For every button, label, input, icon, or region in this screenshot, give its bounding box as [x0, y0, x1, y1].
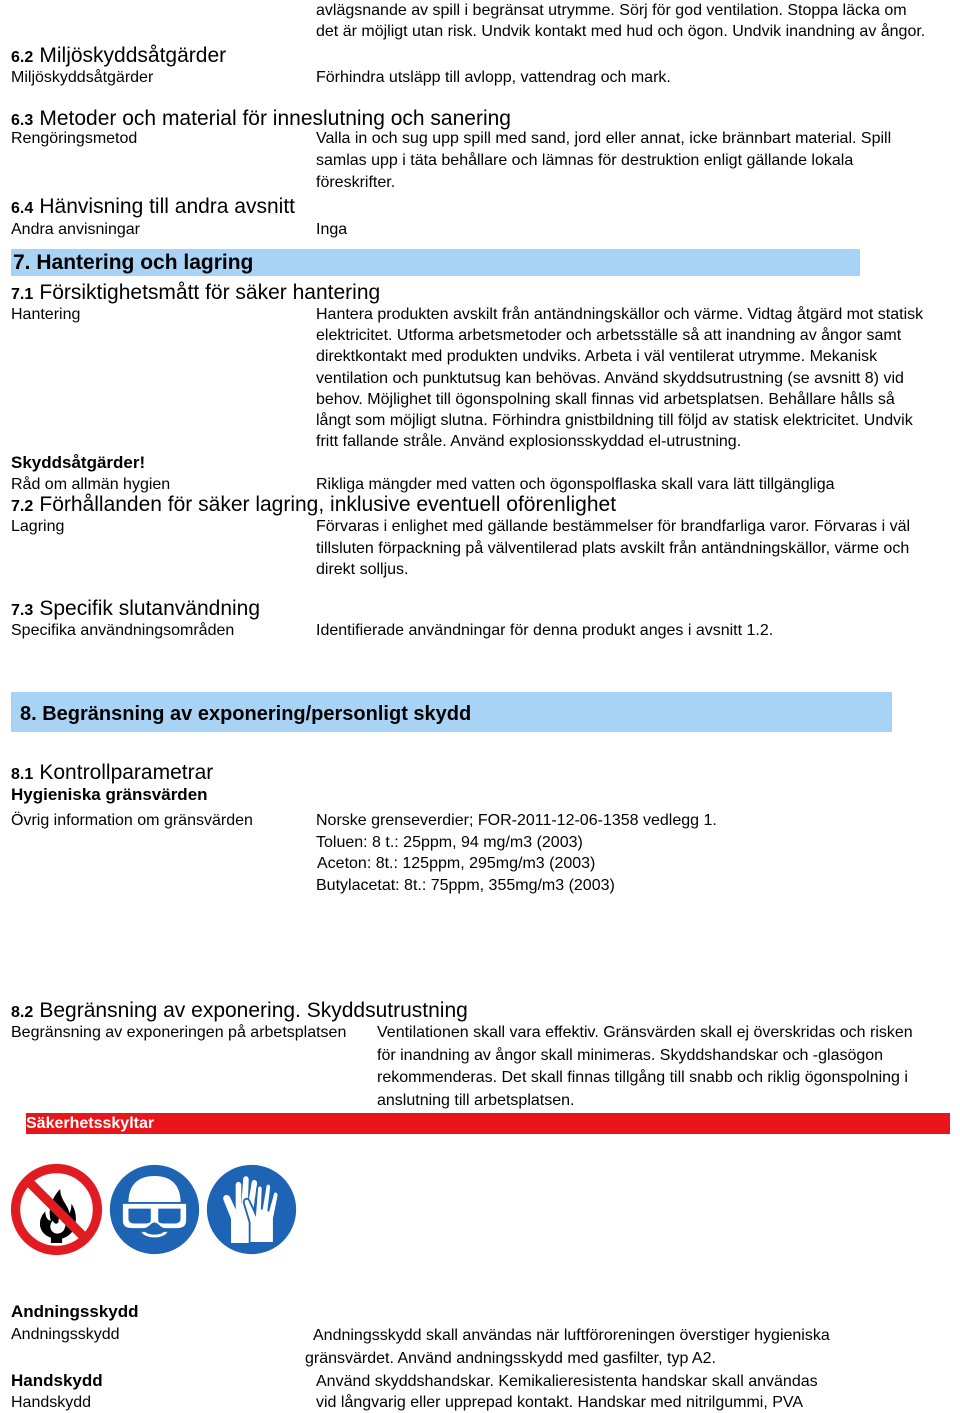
section-number: 8.1	[11, 766, 34, 783]
section-title: Kontrollparametrar	[39, 761, 214, 784]
section-number: 7.1	[11, 286, 34, 303]
section-7-bar	[11, 249, 860, 276]
other-refs-label: Andra anvisningar	[11, 221, 140, 238]
end-use-label: Specifika användningsområden	[11, 622, 235, 639]
respiratory-heading: Andningsskydd	[11, 1302, 139, 1321]
hand-protection-heading: Handskydd	[11, 1371, 103, 1390]
other-refs-value: Inga	[316, 221, 348, 238]
storage-text	[316, 516, 910, 581]
cleaning-label: Rengöringsmetod	[11, 130, 138, 147]
section-6-1-continuation-line-1: avlägsnande av spill i begränsat utrymme. Sörj för god ventilation. Stoppa läcka om	[316, 2, 907, 19]
safety-goggles-sign-icon	[108, 1163, 201, 1256]
storage-line: tillsluten förpackning på välventilerad plats avskilt från antändningskällor, värme och	[316, 539, 910, 557]
safety-signs-bar	[26, 1113, 950, 1134]
hygiene-value: Rikliga mängder med vatten och ögonspolflaska skall vara lätt tillgängliga	[316, 476, 835, 493]
environment-value: Förhindra utsläpp till avlopp, vattendrag och mark.	[316, 69, 671, 86]
handling-line: elektricitet. Utforma arbetsmetoder och arbetsställe så att inandning av ångor samt	[316, 327, 902, 345]
handling-line: fritt fallande stråle. Använd explosionsskyddad el-utrustning.	[316, 433, 742, 451]
section-title: Specifik slutanvändning	[39, 597, 261, 620]
section-title: Begränsning av exponering. Skyddsutrustning	[39, 999, 468, 1022]
handling-label: Hantering	[11, 306, 81, 323]
no-open-flame-sign-icon	[10, 1163, 103, 1256]
other-limits-label: Övrig information om gränsvärden	[11, 812, 253, 829]
section-title: Förhållanden för säker lagring, inklusive eventuell oförenlighet	[39, 493, 617, 516]
exposure-text	[377, 1022, 913, 1112]
handling-text	[316, 304, 923, 452]
respiratory-line-1: Andningsskydd skall användas när luftföroreningen överstiger hygieniska	[313, 1327, 830, 1344]
hand-protection-line-2: vid långvarig eller upprepad kontakt. Handskar med nitrilgummi, PVA	[316, 1394, 804, 1411]
section-number: 7.2	[11, 498, 34, 515]
section-8-bar	[11, 692, 892, 732]
section-number: 8.2	[11, 1004, 34, 1021]
cleaning-line-1: Valla in och sug upp spill med sand, jord eller annat, icke brännbart material. Spill	[316, 130, 892, 147]
protective-measures-heading: Skyddsåtgärder!	[11, 453, 146, 472]
exposure-line: anslutning till arbetsplatsen.	[377, 1091, 575, 1109]
exposure-label: Begränsning av exponeringen på arbetsplatsen	[11, 1024, 347, 1041]
hand-protection-line-1: Använd skyddshandskar. Kemikalieresistenta handskar skall användas	[316, 1373, 818, 1390]
section-7-heading: 7. Hantering och lagring	[13, 251, 254, 274]
hygiene-label: Råd om allmän hygien	[11, 476, 171, 493]
section-title: Miljöskyddsåtgärder	[39, 44, 227, 67]
other-limits-text	[316, 810, 717, 896]
safety-signs-title: Säkerhetsskyltar	[26, 1115, 155, 1132]
cleaning-line-3: föreskrifter.	[316, 174, 396, 191]
section-title: Metoder och material för inneslutning och sanering	[39, 107, 511, 130]
exposure-line: rekommenderas. Det skall finnas tillgång till snabb och riklig ögonspolning i	[377, 1069, 908, 1086]
handling-line: ventilation och punktutsug kan behövas. Använd skyddsutrustning (se avsnitt 8) vid	[316, 369, 904, 387]
limit-line: Toluen: 8 t.: 25ppm, 94 mg/m3 (2003)	[316, 833, 583, 851]
storage-label: Lagring	[11, 518, 65, 535]
section-number: 6.3	[11, 112, 34, 129]
limit-line: Butylacetat: 8t.: 75ppm, 355mg/m3 (2003)	[316, 876, 615, 894]
section-title: Försiktighetsmått för säker hantering	[39, 281, 381, 304]
exposure-line: för inandning av ångor skall minimeras. Skyddshandskar och -glasögon	[377, 1046, 884, 1064]
limit-line: Aceton: 8t.: 125ppm, 295mg/m3 (2003)	[317, 855, 596, 872]
limit-line: Norske grenseverdier; FOR-2011-12-06-1358 vedlegg 1.	[316, 812, 717, 829]
section-number: 6.2	[11, 49, 34, 66]
exposure-line: Ventilationen skall vara effektiv. Gränsvärden skall ej överskridas och risken	[377, 1024, 913, 1041]
handling-line: Hantera produkten avskilt från antändningskällor och värme. Vidtag åtgärd mot statisk	[316, 306, 924, 323]
hand-protection-label: Handskydd	[11, 1394, 92, 1411]
section-number: 6.4	[11, 200, 34, 217]
section-6-1-continuation-line-2: det är möjligt utan risk. Undvik kontakt med hud och ögon. Undvik inandning av ångor.	[316, 23, 926, 40]
handling-line: direktkontakt med produkten undviks. Arbeta i väl ventilerat utrymme. Mekanisk	[316, 348, 878, 366]
handling-line: långt som möjligt slutna. Förhindra gnistbildning till följd av statisk elektricitet. Undvik	[316, 412, 913, 430]
section-8-heading: 8. Begränsning av exponering/personligt skydd	[20, 703, 472, 725]
section-6-4-heading	[11, 193, 295, 222]
cleaning-line-2: samlas upp i täta behållare och lämnas för destruktion enligt gällande lokala	[316, 152, 854, 169]
end-use-value: Identifierade användningar för denna produkt anges i avsnitt 1.2.	[316, 622, 774, 639]
section-number: 7.3	[11, 602, 34, 619]
section-title: Hänvisning till andra avsnitt	[39, 195, 296, 218]
handling-line: behov. Möjlighet till ögonspolning skall finnas vid arbetsplatsen. Behållare hålls så	[316, 390, 895, 408]
storage-line: Förvaras i enlighet med gällande bestämmelser för brandfarliga varor. Förvaras i väl	[316, 518, 911, 535]
hygienic-limits-heading: Hygieniska gränsvärden	[11, 785, 208, 804]
respiratory-label: Andningsskydd	[11, 1326, 120, 1343]
protective-gloves-sign-icon	[205, 1163, 298, 1256]
respiratory-line-2: gränsvärdet. Använd andningsskydd med gasfilter, typ A2.	[305, 1350, 716, 1367]
environment-label: Miljöskyddsåtgärder	[11, 69, 154, 86]
storage-line: direkt solljus.	[316, 561, 409, 578]
